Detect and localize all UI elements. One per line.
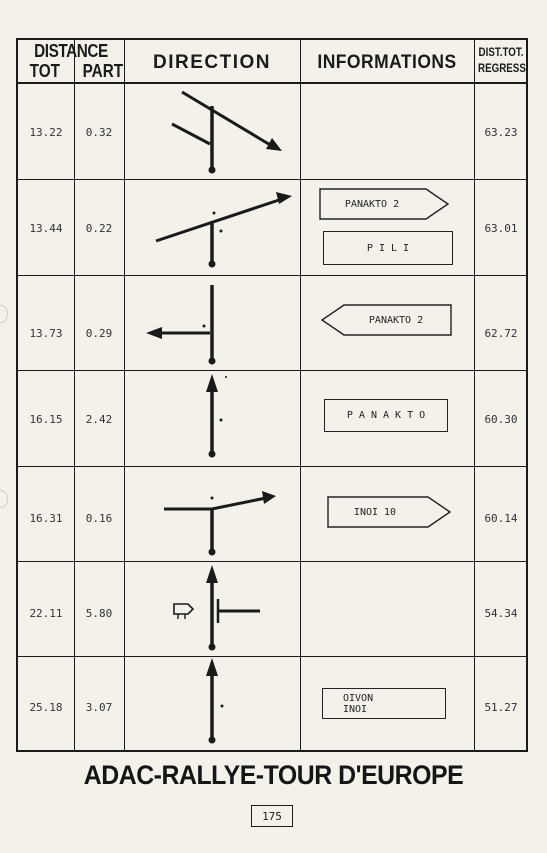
regress-cell: 60.30 <box>484 413 518 426</box>
table-row <box>18 179 526 275</box>
tulip-diagram <box>124 179 300 275</box>
regress-cell: 63.01 <box>484 222 518 235</box>
sign-text: INOI 10 <box>353 506 397 518</box>
regress-cell: 51.27 <box>484 701 518 714</box>
table-row <box>18 370 526 466</box>
road-sign-box: P A N A K T O <box>324 399 448 432</box>
tulip-diagram <box>124 370 300 466</box>
punch-hole <box>0 305 8 323</box>
regress-cell: 63.23 <box>484 126 518 139</box>
header-tot: TOT <box>29 61 60 81</box>
tulip-diagram <box>124 275 300 370</box>
part-cell: 5.80 <box>85 607 113 620</box>
part-cell: 3.07 <box>85 701 113 714</box>
tulip-diagram <box>124 466 300 561</box>
regress-cell: 60.14 <box>484 512 518 525</box>
header-direction: DIRECTION <box>153 52 271 73</box>
tot-cell: 16.15 <box>29 413 63 426</box>
roadbook-table <box>16 38 528 752</box>
road-sign-box: OIVON INOI <box>322 688 446 719</box>
sign-text: PANAKTO 2 <box>344 198 400 210</box>
part-cell: 0.22 <box>85 222 113 235</box>
tot-cell: 16.31 <box>29 512 63 525</box>
part-cell: 0.16 <box>85 512 113 525</box>
tot-cell: 13.44 <box>29 222 63 235</box>
tot-cell: 13.73 <box>29 327 63 340</box>
tulip-diagram <box>124 84 300 179</box>
table-row <box>18 561 526 656</box>
part-cell: 0.32 <box>85 126 113 139</box>
table-header <box>18 40 529 84</box>
header-dist-tot: DIST.TOT. <box>478 47 524 59</box>
tot-cell: 22.11 <box>29 607 63 620</box>
junction-sign-icon <box>172 602 196 620</box>
punch-hole <box>0 490 8 508</box>
regress-cell: 54.34 <box>484 607 518 620</box>
header-part: PART <box>82 61 124 81</box>
sign-text: PANAKTO 2 <box>368 314 424 326</box>
table-row <box>18 275 526 370</box>
table-row <box>18 656 526 752</box>
table-row <box>18 466 526 561</box>
part-cell: 2.42 <box>85 413 113 426</box>
tulip-diagram <box>124 561 300 656</box>
road-sign-box: P I L I <box>323 231 453 265</box>
tulip-diagram <box>124 656 300 752</box>
table-row <box>18 84 526 179</box>
tot-cell: 25.18 <box>29 701 63 714</box>
header-dist-tot-regress <box>478 45 529 77</box>
page-number: 175 <box>251 805 293 827</box>
header-regress: REGRESS. <box>478 63 529 75</box>
page-title: ADAC-RALLYE-TOUR D'EUROPE <box>83 760 464 790</box>
tot-cell: 13.22 <box>29 126 63 139</box>
part-cell: 0.29 <box>85 327 113 340</box>
header-informations: INFORMATIONS <box>317 52 457 73</box>
regress-cell: 62.72 <box>484 327 518 340</box>
header-distance: DISTANCE <box>34 41 108 61</box>
